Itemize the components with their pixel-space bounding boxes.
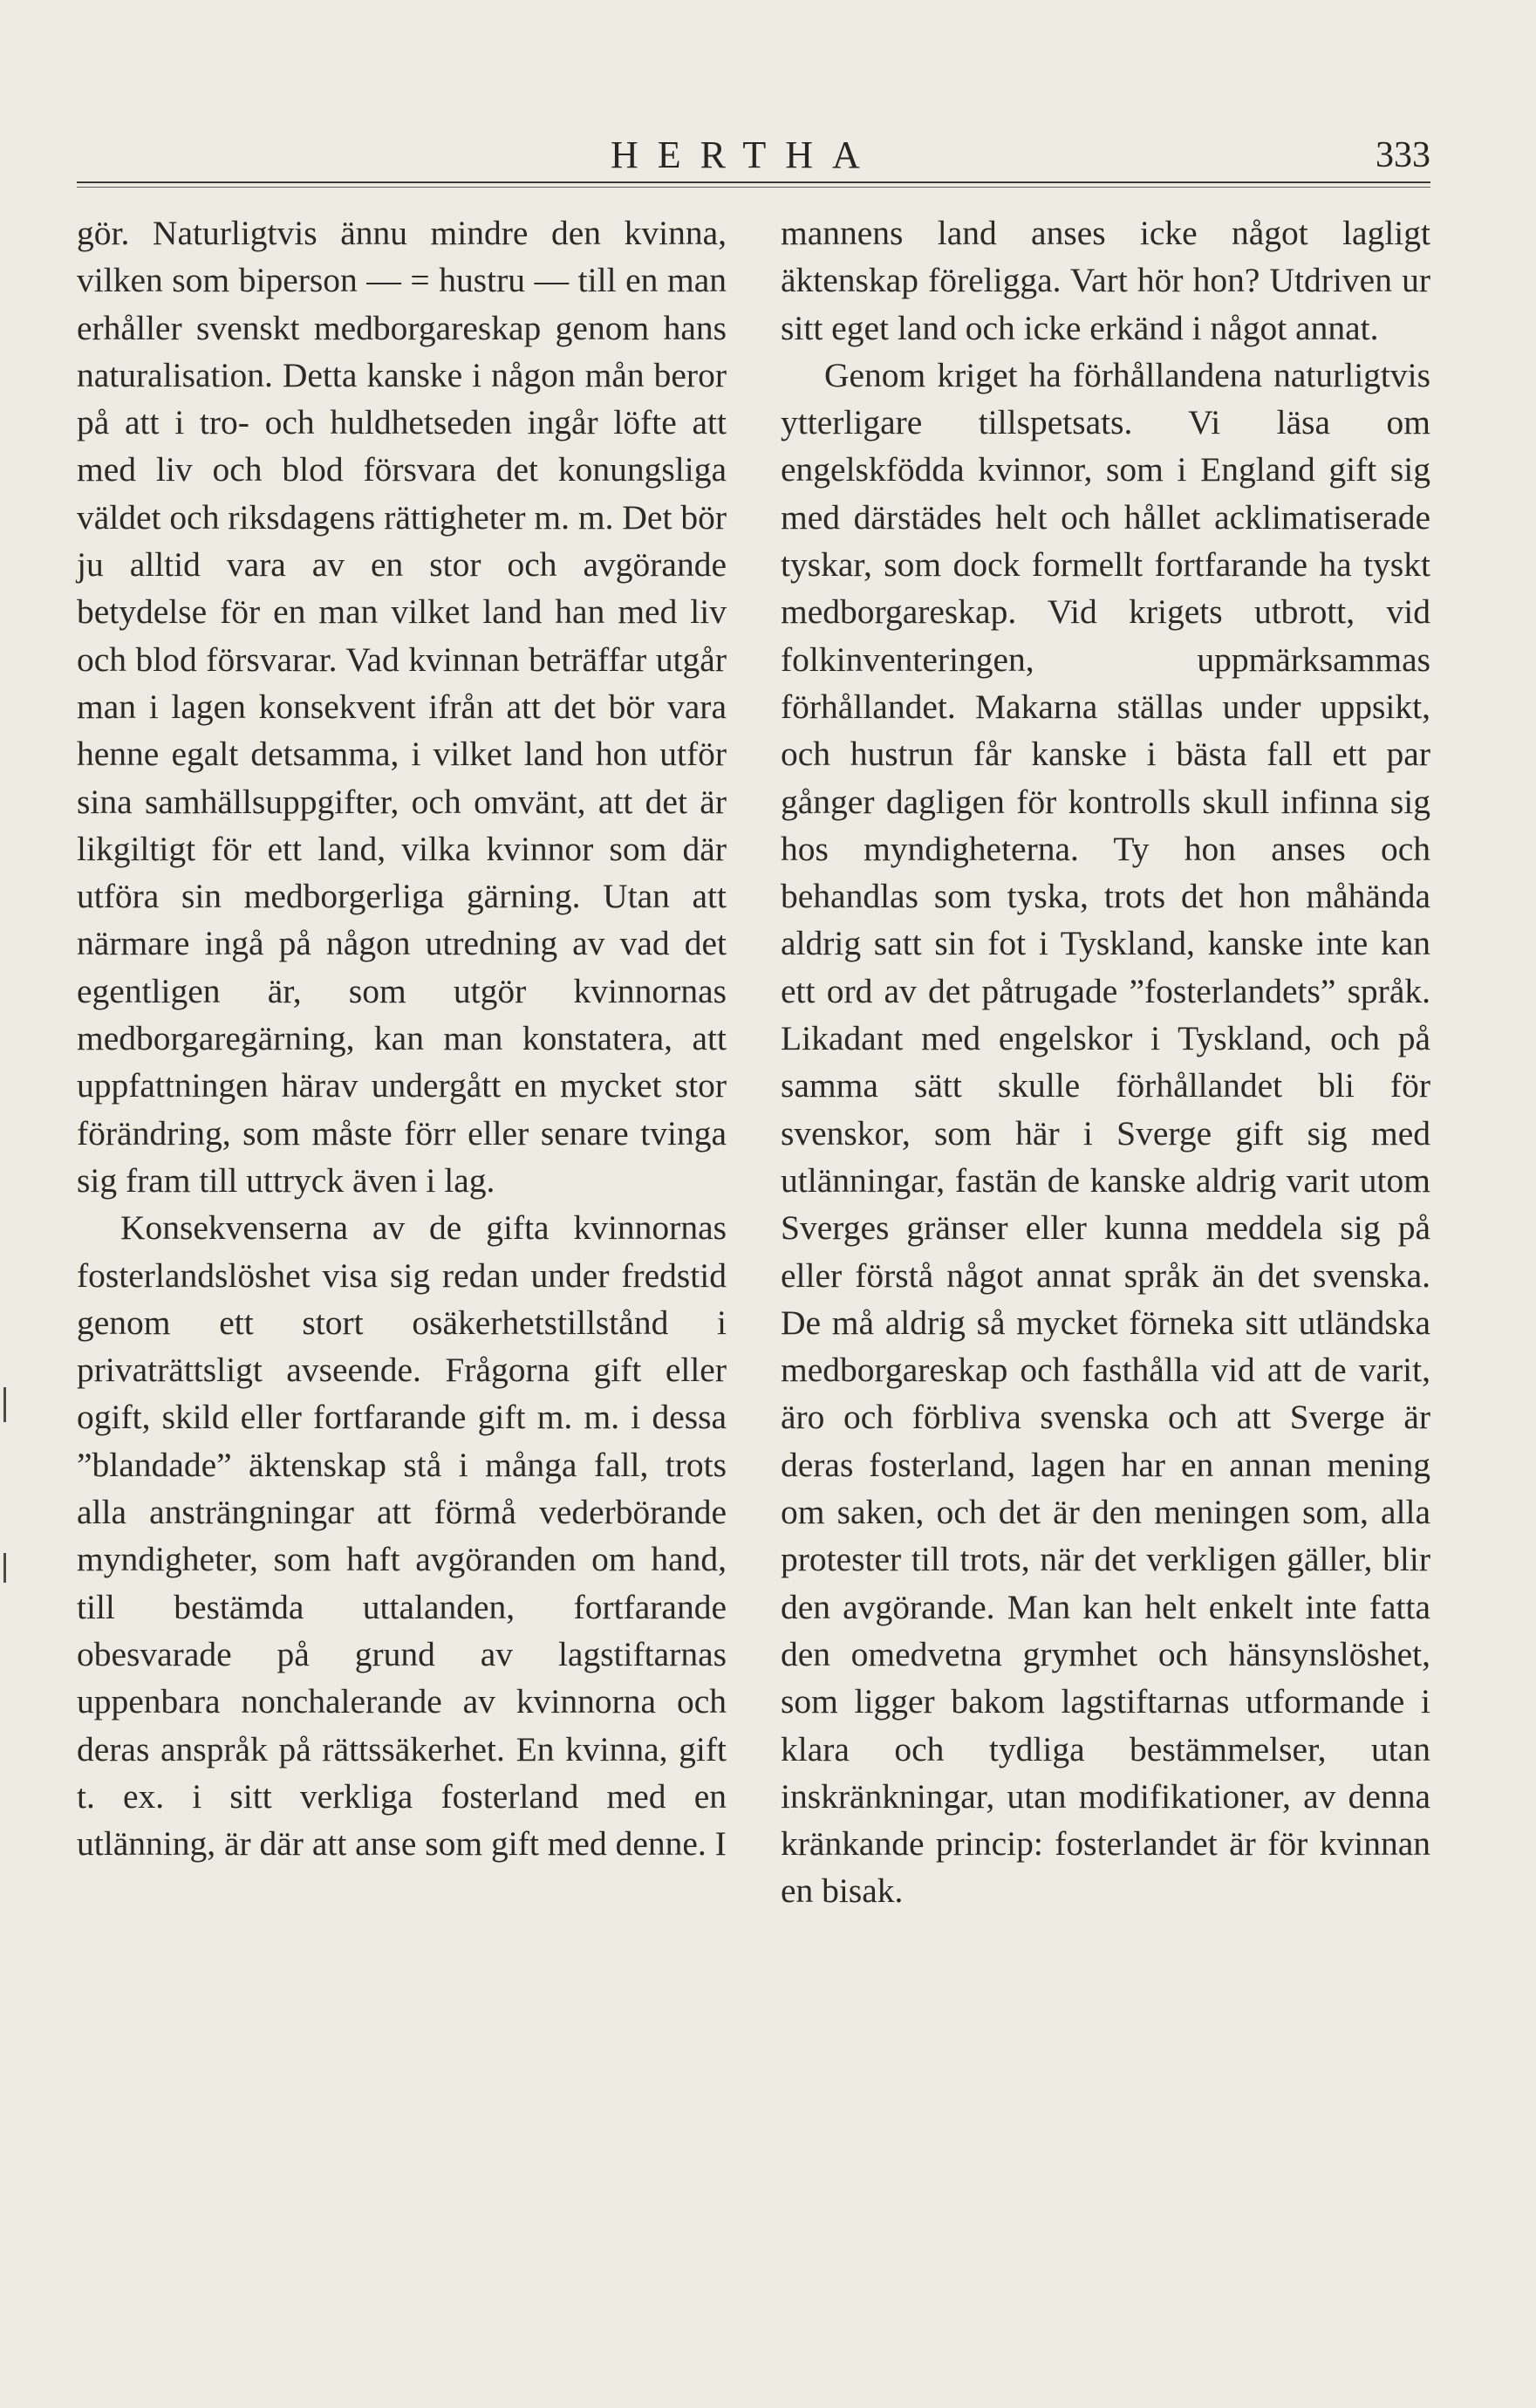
paragraph: Genom kriget ha förhållandena naturligtvis ytterligare tillspetsats. Vi läsa om engelskfödda kvinnor, som i England gift sig med därstädes helt och hållet acklimatiserade tyskar, som dock formellt fortfarande ha tyskt medborgareskap. Vid krigets utbrott, vid folkinventeringen, uppmärksammas förhållandet. Makarna ställas under uppsikt, och hustrun får kanske i bästa fall ett par gånger dagligen för kontrolls skull infinna sig hos myndigheterna. Ty hon anses och behandlas som tyska, trots det hon måhända aldrig satt sin fot i Tyskland, kanske inte kan ett ord av det påtrugade ”fosterlandets” språk. Likadant med engelskor i Tyskland, och på samma sätt skulle förhållandet bli för svenskor, som här i Sverge gift sig med utlänningar, fastän de kanske aldrig varit utom Sverges gränser eller kunna meddela sig på eller förstå något annat språk än det svenska. De må aldrig så mycket förneka sitt utländska medborgareskap och fasthålla vid att de varit, äro och förbliva svenska och att Sverge är deras fosterland, lagen har en annan mening om saken, och det är den meningen som, alla protester till trots, när det verkligen gäller, blir den avgörande. Man kan helt enkelt inte fatta den omedvetna grymhet och hänsynslöshet, som ligger bakom lagstiftarnas utformande i klara och tydliga bestämmelser, utan inskränkningar, utan modifikationer, av denna kränkande princip: fosterlandet är för kvinnan en bisak. (781, 355, 1430, 1911)
page-number: 333 (1376, 135, 1430, 175)
right-column (781, 209, 1430, 1915)
left-column (77, 209, 727, 1867)
scan-edge-mark (3, 1387, 6, 1422)
header-rule-thin (77, 187, 1430, 188)
running-head (77, 131, 1430, 180)
header-rule (77, 181, 1430, 183)
paragraph: gör. Naturligtvis ännu mindre den kvinna, vilken som biperson — = hustru — till en man erhåller svenskt medborgareskap genom hans naturalisation. Detta kanske i någon mån beror på att i tro- och huldhetseden ingår löfte att med liv och blod försvara det konungsliga väldet och riksdagens rättigheter m. m. Det bör ju alltid vara av en stor och avgörande betydelse för en man vilket land han med liv och blod försvarar. Vad kvinnan beträffar utgår man i lagen konsekvent ifrån att det bör vara henne egalt detsamma, i vilket land hon utför sina samhällsuppgifter, och omvänt, att det är likgiltigt för ett land, vilka kvinnor som där utföra sin medborgerliga gärning. Utan att närmare ingå på någon utredning av vad det egentligen är, som utgör kvinnornas medborgaregärning, kan man konstatera, att uppfattningen härav undergått en mycket stor förändring, som måste förr eller senare tvinga sig fram till uttryck även i lag. (77, 214, 727, 1200)
paragraph: mannens land anses icke något lagligt äktenskap föreligga. Vart hör hon? Utdriven ur sitt eget land och icke erkänd i något annat. (781, 214, 1430, 347)
journal-title: HERTHA (611, 133, 879, 176)
scan-edge-mark (3, 1553, 6, 1583)
paragraph: Konsekvenserna av de gifta kvinnornas fosterlandslöshet visa sig redan under fredstid genom ett stort osäkerhetstillstånd i privaträttsligt avseende. Frågorna gift eller ogift, skild eller fortfarande gift m. m. i dessa ”blandade” äktenskap stå i många fall, trots alla ansträngningar att förmå vederbörande myndigheter, som haft avgöranden om hand, till bestämda uttalanden, fortfarande obesvarade på grund av lagstiftarnas uppenbara nonchalerande av kvinnorna och deras anspråk på rättssäkerhet. En kvinna, gift t. ex. i sitt verkliga fosterland med en utlänning, är där att anse som gift med denne. I (77, 1208, 727, 1864)
